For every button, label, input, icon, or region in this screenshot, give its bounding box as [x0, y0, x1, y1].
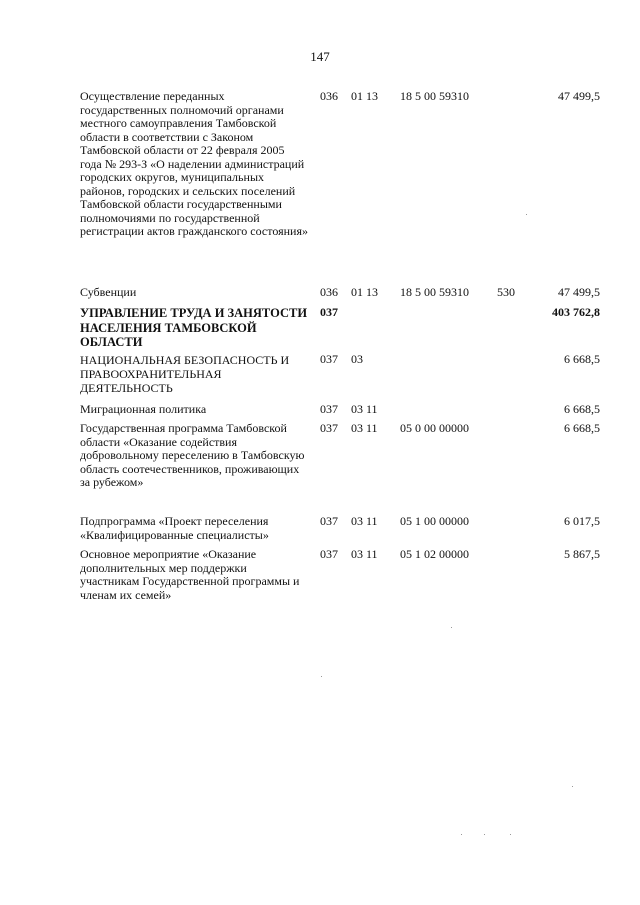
row-section: 03: [351, 352, 363, 366]
row-sum: 6 668,5: [564, 352, 600, 366]
row-section: 03 11: [351, 547, 378, 561]
row-name: Миграционная политика: [80, 402, 207, 416]
row-ved: 037: [320, 547, 338, 561]
row-name: НАЦИОНАЛЬНАЯ БЕЗОПАСНОСТЬ И ПРАВООХРАНИТЕЛЬНАЯ ДЕЯТЕЛЬНОСТЬ: [80, 353, 290, 395]
row-name: Субвенции: [80, 285, 137, 299]
scan-speck: [572, 786, 573, 787]
row-ved: 037: [320, 421, 338, 435]
row-target-article: 18 5 00 59310: [400, 89, 469, 103]
row-section: 03 11: [351, 514, 378, 528]
scan-speck: [321, 676, 322, 677]
row-ved: 037: [320, 352, 338, 366]
scan-speck: [526, 214, 527, 215]
row-expense-type: 530: [497, 285, 515, 299]
row-section: 03 11: [351, 402, 378, 416]
row-sum: 5 867,5: [564, 547, 600, 561]
row-target-article: 05 1 02 00000: [400, 547, 469, 561]
scan-speck: [484, 834, 485, 835]
row-name: Государственная программа Тамбовской области «Оказание содействия добровольному переселению в Тамбовскую область соотечественников, проживающих за рубежом»: [80, 421, 305, 489]
row-name: Осуществление переданных государственных полномочий органами местного самоуправления Тамбовской области в соответствии с Законом Тамбовской области от 22 февраля 2005 года № 293-З «О наделении администраций городских округов, муниципальных районов, городских и сельских поселений Тамбовской области государственными полномочиями по государственной регистрации актов гражданского состояния»: [80, 89, 308, 238]
row-target-article: 05 1 00 00000: [400, 514, 469, 528]
row-sum: 6 668,5: [564, 402, 600, 416]
row-target-article: 05 0 00 00000: [400, 421, 469, 435]
row-ved: 036: [320, 89, 338, 103]
scan-speck: [451, 627, 452, 628]
row-ved: 037: [320, 305, 338, 319]
row-target-article: 18 5 00 59310: [400, 285, 469, 299]
row-name: Основное мероприятие «Оказание дополнительных мер поддержки участникам Государственной программы и членам их семей»: [80, 547, 300, 602]
scan-speck: [461, 834, 462, 835]
page-number: 147: [310, 49, 330, 64]
row-sum: 6 017,5: [564, 514, 600, 528]
row-ved: 036: [320, 285, 338, 299]
row-section: 01 13: [351, 285, 378, 299]
row-ved: 037: [320, 514, 338, 528]
row-sum: 403 762,8: [552, 305, 600, 319]
row-name: Подпрограмма «Проект переселения «Квалифицированные специалисты»: [80, 514, 269, 542]
row-sum: 47 499,5: [558, 285, 600, 299]
row-ved: 037: [320, 402, 338, 416]
row-name: УПРАВЛЕНИЕ ТРУДА И ЗАНЯТОСТИ НАСЕЛЕНИЯ ТАМБОВСКОЙ ОБЛАСТИ: [80, 306, 308, 349]
row-section: 01 13: [351, 89, 378, 103]
row-sum: 6 668,5: [564, 421, 600, 435]
row-sum: 47 499,5: [558, 89, 600, 103]
scan-speck: [510, 834, 511, 835]
row-section: 03 11: [351, 421, 378, 435]
